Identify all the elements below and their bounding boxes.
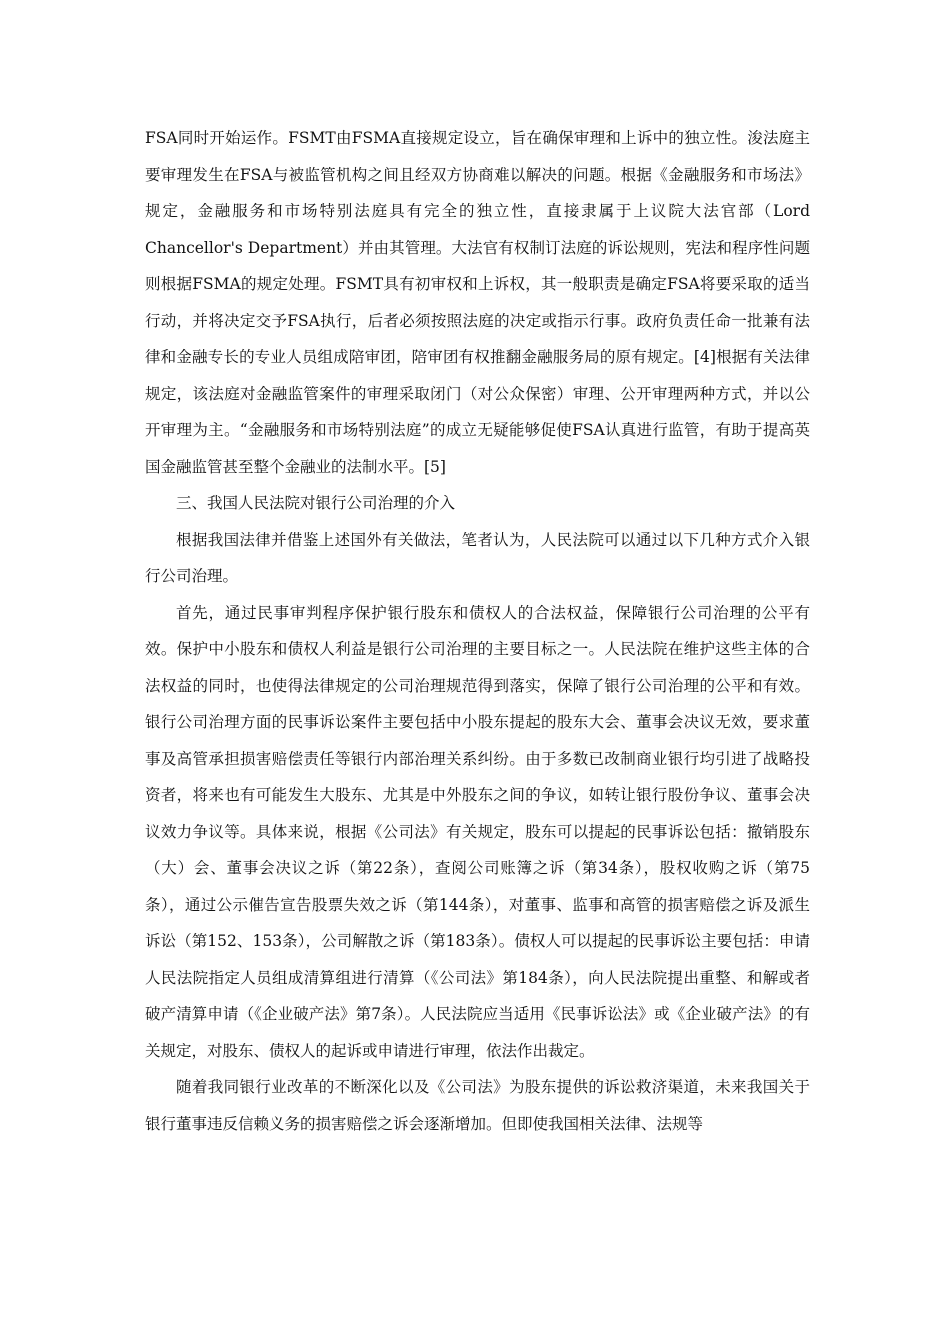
paragraph-intro: 根据我国法律并借鉴上述国外有关做法，笔者认为，人民法院可以通过以下几种方式介入银行公司治理。 xyxy=(145,530,810,585)
section-heading: 三、我国人民法院对银行公司治理的介入 xyxy=(176,494,456,512)
paragraph-fsmt: FSA同时开始运作。FSMT由FSMA直接规定设立，旨在确保审理和上诉中的独立性。浚法庭主要审理发生在FSA与被监管机构之间且经双方协商难以解决的问题。根据《金融服务和市场法》规定，金融服务和市场特别法庭具有完全的独立性，直接隶属于上议院大法官部（Lord Chancellor's Department）并由其管理。大法官有权制订法庭的诉讼规则，宪法和程序性问题则根据FSMA的规定处理。FSMT具有初审权和上诉权，其一般职责是确定FSA将要采取的适当行动，并将决定交予FSA执行，后者必须按照法庭的决定或指示行事。政府负责任命一批兼有法律和金融专长的专业人员组成陪审团，陪审团有权推翻金融服务局的原有规定。[4]根据有关法律规定，该法庭对金融监管案件的审理采取闭门（对公众保密）审理、公开审理两种方式，并以公开审理为主。“金融服务和市场特别法庭”的成立无疑能够促使FSA认真进行监管，有助于提高英国金融监管甚至整个金融业的法制水平。[5] xyxy=(145,129,810,476)
paragraph-civil-litigation: 首先，通过民事审判程序保护银行股东和债权人的合法权益，保障银行公司治理的公平有效。保护中小股东和债权人利益是银行公司治理的主要目标之一。人民法院在维护这些主体的合法权益的同时，也使得法律规定的公司治理规范得到落实，保障了银行公司治理的公平和有效。银行公司治理方面的民事诉讼案件主要包括中小股东提起的股东大会、董事会决议无效，要求董事及高管承担损害赔偿责任等银行内部治理关系纠纷。由于多数已改制商业银行均引进了战略投资者，将来也有可能发生大股东、尤其是中外股东之间的争议，如转让银行股份争议、董事会决议效力争议等。具体来说，根据《公司法》有关规定，股东可以提起的民事诉讼包括：撤销股东（大）会、董事会决议之诉（第22条），查阅公司账簿之诉（第34条），股权收购之诉（第75条），通过公示催告宣告股票失效之诉（第144条），对董事、监事和高管的损害赔偿之诉及派生诉讼（第152、153条），公司解散之诉（第183条）。债权人可以提起的民事诉讼主要包括：申请人民法院指定人员组成清算组进行清算（《公司法》第184条），向人民法院提出重整、和解或者破产清算申请（《企业破产法》第7条）。人民法院应当适用《民事诉讼法》或《企业破产法》的有关规定，对股东、债权人的起诉或申请进行审理，依法作出裁定。 xyxy=(145,603,810,1060)
document-body xyxy=(145,120,810,1142)
paragraph-future-litigation: 随着我同银行业改革的不断深化以及《公司法》为股东提供的诉讼救济渠道，未来我国关于银行董事违反信赖义务的损害赔偿之诉会逐渐增加。但即使我国相关法律、法规等 xyxy=(145,1078,810,1133)
